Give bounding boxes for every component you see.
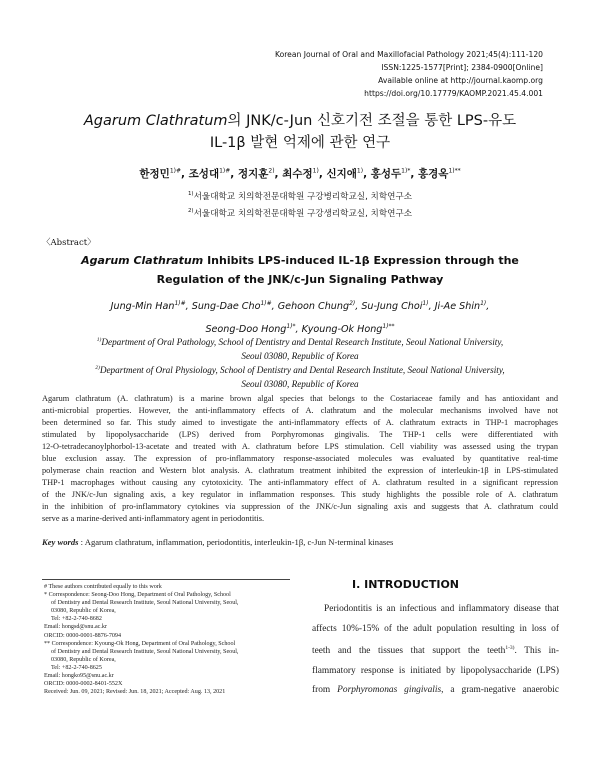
affiliation-korean-2 [40, 207, 560, 219]
footnote-line: of Dentistry and Dental Research Institute, Seoul National University, Seoul, [51, 600, 239, 607]
author-name: 조성대 [188, 168, 220, 180]
footnote-line[interactable]: Email: hongsd@snu.ac.kr [44, 624, 107, 631]
keywords-text: : Agarum clathratum, inflammation, periodontitis, interleukin-1β, c-Jun N-terminal kinases [78, 537, 394, 547]
abstract-line: blue exclusion assay. The expression of pro-inflammatory response-associated molecules was evaluated by quantitative real-time [42, 454, 558, 464]
intro-line: Periodontitis is an infectious and inflammatory disease that [324, 604, 559, 614]
author-name: Seong-Doo Hong [205, 324, 287, 336]
footnote-line: * Correspondence: Seong-Doo Hong, Department of Oral Pathology, School [44, 592, 231, 599]
affil-text: 서울대학교 치의학전문대학원 구강병리학교실, 치학연구소 [193, 192, 413, 202]
intro-text: teeth and the tissues that support the teeth [312, 646, 506, 657]
intro-text: , a gram-negative anaerobic [441, 685, 560, 696]
affil-text: 서울대학교 치의학전문대학원 구강생리학교실, 치학연구소 [193, 209, 413, 219]
abstract-line: been determined so far. This study aimed to investigate the anti-inflammatory effects of A. clathratum extracts in THP-1 macrophages [42, 418, 558, 428]
affil-line: Department of Oral Pathology, School of Dentistry and Dental Research Institute, Seoul National University, [101, 337, 504, 348]
author-name: 정지훈 [237, 168, 269, 180]
abstract-line: 12-O-tetradecanoylphorbol-13-acetate and treated with A. clathratum before LPS stimulation. Cell viability was assessed using the trypan [42, 442, 558, 452]
title-en-italic-species: Agarum Clathratum [81, 254, 204, 267]
author-affil-mark: 1)* [401, 167, 411, 175]
author-affil-mark: 1) [356, 167, 364, 175]
affil-line: Seoul 03080, Republic of Korea [241, 351, 359, 362]
author-affil-mark: 1)# [174, 300, 186, 307]
authors-english: Jung-Min Han$^{1)\#}$, Sung-Dae Cho$^{1)\#}$, Gehoon Chung$^{2)}$, Su-Jung Choi$^{1)}$, Ji-Ae Shin$^{1)}$, Seong-Doo Hong$^{1)*}$, Kyoung-Ok Hong$^{1)**}$ [110, 300, 490, 336]
affil-mark: 2) [187, 208, 194, 215]
authors-korean: 한정민$^{1)\#}$, 조성대$^{1)\#}$, 정지훈$^{2)}$, 최수정$^{1)}$, 신지애$^{1)}$, 홍성두$^{1)*}$, 홍경옥$^{1)**}$ [139, 167, 461, 180]
abstract-line: serve as a marine-derived anti-inflammatory agent in periodontitis. [42, 514, 265, 524]
abstract-body [42, 393, 558, 526]
title-en-line1: Inhibits LPS-induced IL-1β Expression through the [203, 254, 519, 267]
author-name: Ji-Ae Shin [434, 301, 481, 313]
author-name: Jung-Min Han [110, 301, 175, 313]
author-affil-mark: 2) [268, 167, 275, 175]
keywords-label: Key words [42, 537, 79, 547]
abstract-line: Agarum clathratum (A. clathratum) is a marine brown algal species that belongs to the Costariaceae family and has antioxidant and [42, 394, 558, 403]
footnote-line: 03080, Republic of Korea, [51, 656, 116, 663]
author-name: Kyoung-Ok Hong [301, 324, 383, 336]
author-affil-mark: 1) [480, 300, 487, 307]
title-italic-species: Agarum Clathratum [83, 113, 228, 129]
journal-citation: Korean Journal of Oral and Maxillofacial Pathology 2021;45(4):111-120 [274, 50, 543, 59]
introduction-body [312, 600, 559, 701]
author-name: Su-Jung Choi [361, 301, 423, 313]
author-name: Sung-Dae Cho [191, 301, 261, 313]
affil-mark: 1) [187, 191, 194, 198]
footnote-line[interactable]: Email: hongko95@snu.ac.kr [44, 673, 114, 680]
intro-text: from [312, 685, 338, 696]
journal-header [275, 48, 543, 100]
author-name: 최수정 [282, 168, 313, 180]
intro-line [312, 639, 559, 662]
journal-online: Available online at http://journal.kaomp.org [378, 76, 543, 85]
footnote-line: Tel: +82-2-740-8682 [51, 616, 102, 623]
author-affil-mark: 1)** [448, 167, 461, 175]
intro-text: . This in- [514, 646, 559, 657]
author-affil-mark: 1)# [260, 300, 272, 307]
species-name: Porphyromonas gingivalis [337, 685, 442, 696]
abstract-line: of the JNK/c-Jun signaling axis, a key regulator in inflammation responses. This study highlights the possible role of A. clathratum [42, 490, 558, 500]
author-affil-mark: 1)** [382, 323, 395, 331]
author-affil-mark: 1)# [219, 167, 231, 175]
footnote-line: ORCID: 0000-0002-8401-552X [44, 681, 123, 688]
author-name: 한정민 [139, 168, 170, 180]
footnote-line: 03080, Republic of Korea, [51, 608, 116, 615]
title-korean [40, 110, 560, 154]
author-affil-mark: 1) [422, 300, 429, 307]
citation-mark: 1-3) [505, 645, 515, 651]
abstract-line: polymerase chain reaction and Western blot analysis. A. clathratum treatment inhibited the expression of interleukin-1β in LPS-stimulated [42, 466, 558, 476]
affiliation-english-1 [40, 333, 560, 363]
intro-line: affects 10%-15% of the adult population resulting in loss of [312, 623, 559, 634]
affil-mark: 1) [96, 337, 102, 343]
author-name: 신지애 [326, 168, 357, 180]
abstract-label: 〈Abstract〉 [42, 238, 96, 248]
title-line2: IL-1β 발현 억제에 관한 연구 [209, 135, 391, 151]
intro-line [312, 681, 559, 701]
footnote-line: # These authors contributed equally to this work [44, 584, 162, 590]
footnote-line: Received: Jun. 09, 2021; Revised: Jun. 18, 2021; Accepted: Aug. 13, 2021 [44, 689, 226, 696]
affil-line: Seoul 03080, Republic of Korea [241, 379, 359, 390]
abstract-line: THP-1 macrophages without causing any cytotoxicity. The anti-inflammatory effect of A. clathratum resulted in a significant repression [42, 478, 558, 488]
title-en-line2: Regulation of the JNK/c-Jun Signaling Pathway [156, 273, 444, 286]
keywords [42, 537, 393, 547]
abstract-line: in the inhibition of pro-inflammatory cytokines via suppression of the JNK/c-Jun signaling axis and suggests that A. clathratum could [42, 502, 558, 512]
footnotes [44, 583, 294, 696]
affil-line: Department of Oral Physiology, School of Dentistry and Dental Research Institute, Seoul National University, [99, 365, 505, 376]
introduction-heading: Ⅰ. INTRODUCTION [352, 578, 460, 591]
title-line1: 의 JNK/c-Jun 신호기전 조절을 통한 LPS-유도 [227, 113, 517, 129]
affiliation-english-2 [40, 361, 560, 391]
journal-doi[interactable]: https://doi.org/10.17779/KAOMP.2021.45.4.001 [364, 89, 543, 98]
author-name: 홍성두 [370, 168, 402, 180]
author-affil-mark: 2) [349, 300, 356, 307]
author-affil-mark: 1)# [169, 167, 181, 175]
footnote-line: ** Correspondence: Kyoung-Ok Hong, Department of Oral Pathology, School [44, 640, 236, 647]
footnote-line: ORCID: 0000-0001-8876-7094 [44, 632, 122, 639]
author-name: Gehoon Chung [277, 301, 350, 313]
abstract-line: stimulated by lipopolysaccharide (LPS) derived from Porphyromonas gingivalis. The THP-1 cells were differentiated with [42, 430, 558, 440]
author-name: 홍경옥 [418, 168, 449, 180]
abstract-line: anti-microbial properties. However, the anti-inflammatory effects of A. clathratum and the molecular mechanisms involved have not [42, 406, 558, 416]
affiliation-korean-1 [40, 190, 560, 202]
footnote-line: Tel: +82-2-740-8625 [51, 664, 102, 671]
author-affil-mark: 1)* [286, 323, 296, 331]
footnote-divider [42, 579, 290, 580]
author-affil-mark: 1) [312, 167, 319, 175]
footnote-line: of Dentistry and Dental Research Institute, Seoul National University, Seoul, [51, 648, 239, 655]
intro-line: flammatory response is initiated by lipopolysaccharide (LPS) [312, 665, 559, 676]
title-english [40, 251, 560, 289]
journal-issn: ISSN:1225-1577[Print]; 2384-0900[Online] [381, 63, 543, 72]
affil-mark: 2) [95, 365, 100, 371]
